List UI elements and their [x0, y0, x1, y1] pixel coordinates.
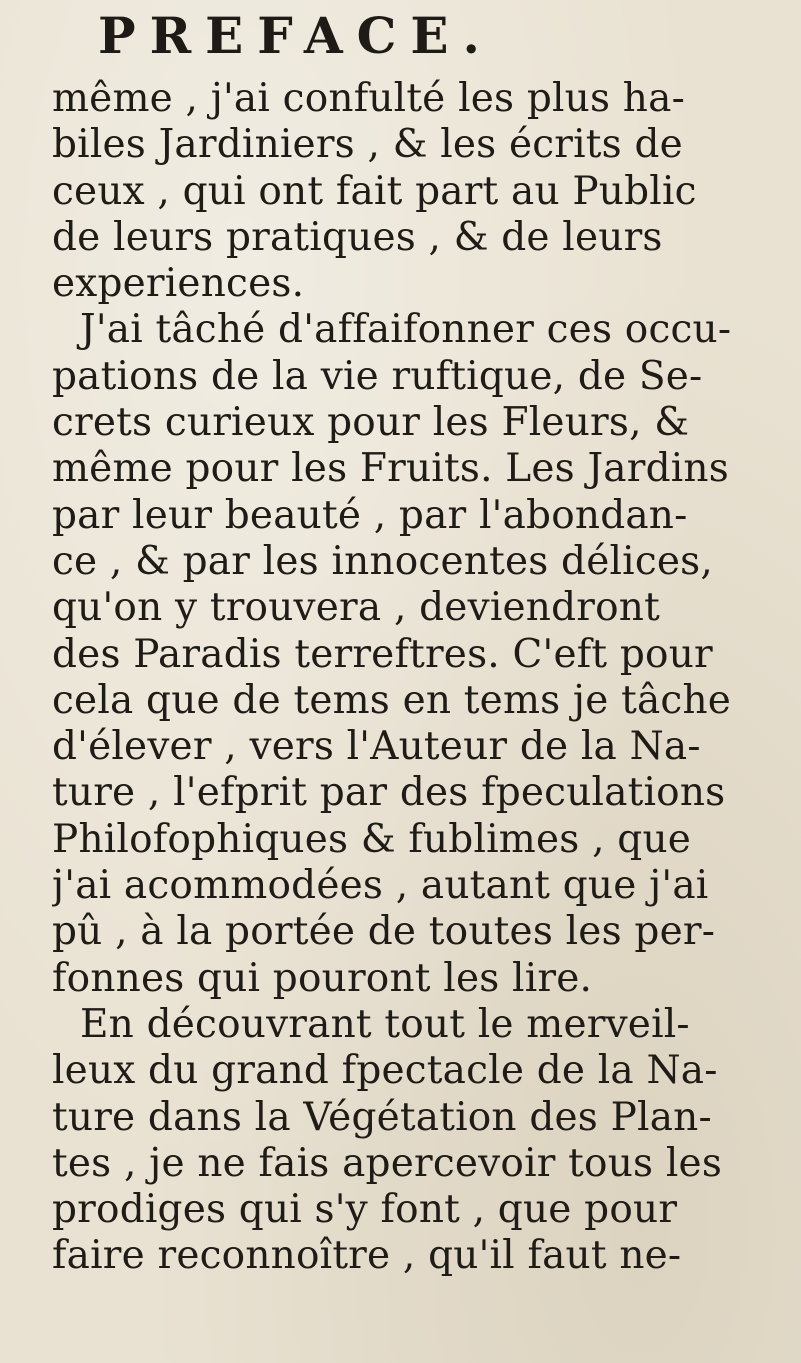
text-line: prodiges qui s'y font , que pour	[52, 1187, 678, 1233]
running-head: PREFACE.	[98, 6, 494, 65]
text-line: tes , je ne fais apercevoir tous les	[52, 1140, 723, 1186]
text-line: biles Jardiniers , & les écrits de	[52, 122, 683, 168]
text-line: pations de la vie ruftique, de Se-	[52, 353, 703, 399]
text-line: ture dans la Végétation des Plan-	[52, 1094, 712, 1140]
text-line: de leurs pratiques , & de leurs	[52, 214, 663, 260]
text-line: fonnes qui pouront les lire.	[52, 955, 593, 1001]
text-line: qu'on y trouvera , deviendront	[52, 585, 660, 631]
text-line: ce , & par les innocentes délices,	[52, 538, 713, 584]
text-line: pû , à la portée de toutes les per-	[52, 909, 716, 955]
text-line: même pour les Fruits. Les Jardins	[52, 446, 729, 492]
text-line: faire reconnoître , qu'il faut ne-	[52, 1233, 682, 1279]
paragraph-start-line: J'ai tâché d'affaifonner ces occu-	[80, 307, 732, 353]
paragraph-start-line: En découvrant tout le merveil-	[80, 1001, 690, 1047]
text-line: experiences.	[52, 261, 305, 307]
text-line: ceux , qui ont fait part au Public	[52, 168, 697, 214]
text-line: Philofophiques & fublimes , que	[52, 816, 692, 862]
text-line: même , j'ai confulté les plus ha-	[52, 76, 685, 121]
text-line: crets curieux pour les Fleurs, &	[52, 400, 690, 446]
text-line: d'élever , vers l'Auteur de la Na-	[52, 724, 701, 770]
text-line: des Paradis terreftres. C'eft pour	[52, 631, 713, 677]
text-line: cela que de tems en tems je tâche	[52, 677, 732, 723]
text-line: j'ai acommodées , autant que j'ai	[52, 863, 709, 909]
text-line: ture , l'efprit par des fpeculations	[52, 770, 726, 816]
text-line: par leur beauté , par l'abondan-	[52, 492, 688, 538]
body-text	[52, 76, 772, 1280]
text-line: leux du grand fpectacle de la Na-	[52, 1048, 718, 1094]
